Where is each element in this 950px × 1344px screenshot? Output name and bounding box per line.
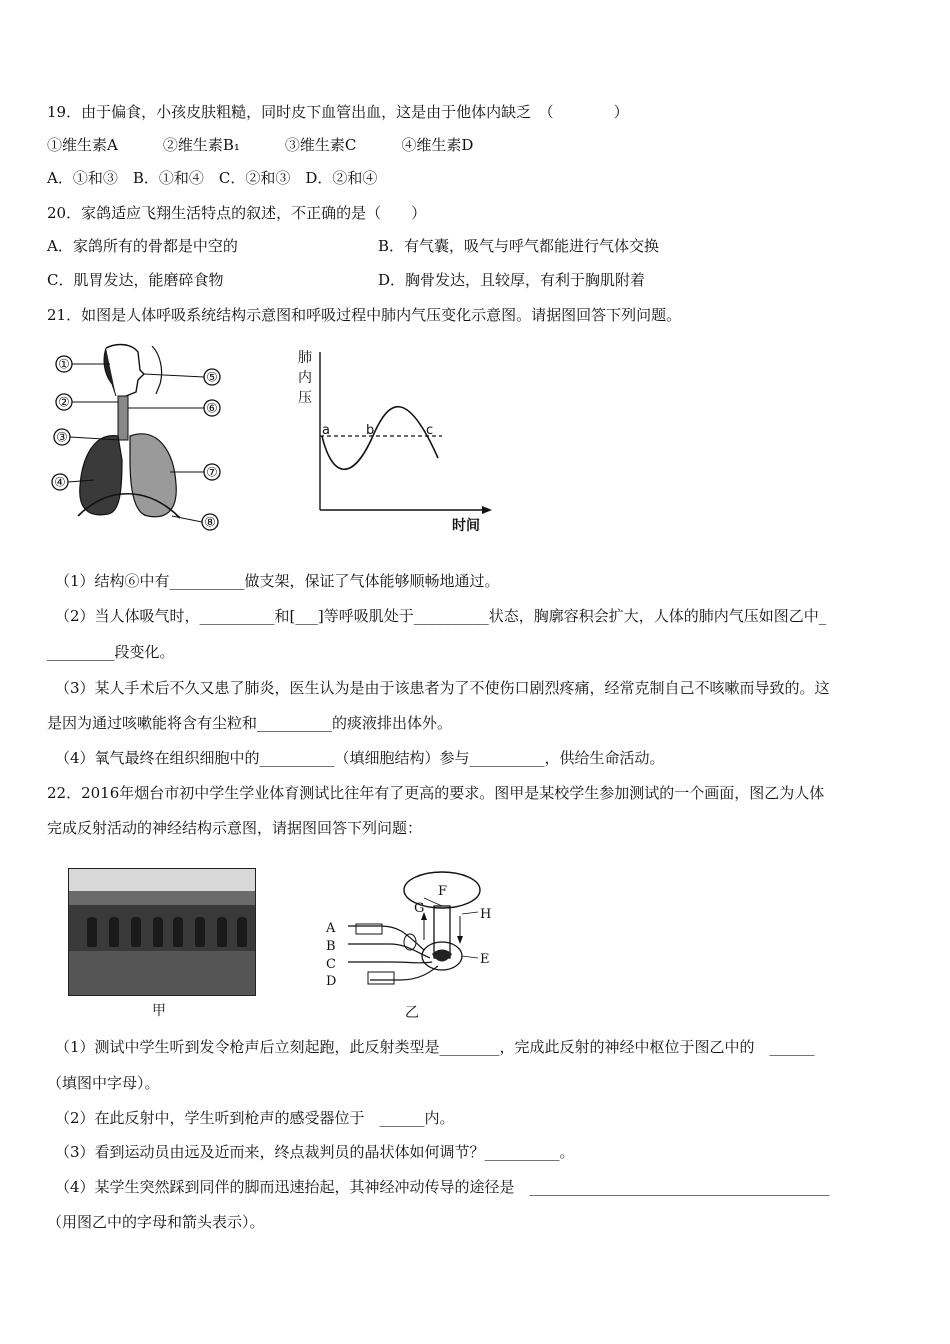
nerve-label-b: B bbox=[326, 939, 336, 954]
q22-stem-line1: 22．2016年烟台市初中学生学业体育测试比往年有了更高的要求。图甲是某校学生参加测试的一个画面，图乙为人体 bbox=[47, 784, 825, 802]
q19-stem: 19．由于偏食，小孩皮肤粗糙，同时皮下血管出血，这是由于他体内缺乏 （ ） bbox=[47, 103, 629, 121]
graph-xlabel: 时间 bbox=[452, 518, 480, 534]
caption-yi: 乙 bbox=[405, 1005, 419, 1021]
nerve-label-d: D bbox=[326, 974, 337, 989]
q22-part1-line2: （填图中字母）。 bbox=[47, 1074, 160, 1092]
point-a: a bbox=[322, 423, 330, 438]
nerve-label-a: A bbox=[326, 921, 336, 936]
reflex-arc-diagram bbox=[320, 868, 510, 996]
q21-part3-line1: （3）某人手术后不久又患了肺炎，医生认为是由于该患者为了不使伤口剧烈疼痛，经常克制自己不咳嗽而导致的。这 bbox=[55, 679, 830, 697]
q21-part2-line1: （2）当人体吸气时，__________和[___]等呼吸肌处于__________状态，胸廓容积会扩大，人体的肺内气压如图乙中_ bbox=[55, 607, 827, 625]
q20-option-c: C．肌胃发达，能磨碎食物 bbox=[47, 271, 224, 289]
q21-part4: （4）氧气最终在组织细胞中的__________（填细胞结构）参与__________，供给生命活动。 bbox=[55, 749, 665, 767]
q20-option-d: D．胸骨发达，且较厚，有利于胸肌附着 bbox=[378, 271, 646, 289]
point-b: b bbox=[366, 423, 375, 438]
q21-part2-line2: _________段变化。 bbox=[47, 643, 175, 661]
q21-stem: 21．如图是人体呼吸系统结构示意图和呼吸过程中肺内气压变化示意图。请据图回答下列问题。 bbox=[47, 306, 682, 324]
q20-option-b: B．有气囊，吸气与呼气都能进行气体交换 bbox=[378, 237, 660, 255]
label-4: ④ bbox=[54, 475, 66, 491]
nerve-label-h: H bbox=[480, 907, 492, 922]
q19-options: A．①和③ B．①和④ C．②和③ D．②和④ bbox=[47, 169, 378, 187]
q22-part3: （3）看到运动员由远及近而来，终点裁判员的晶状体如何调节？__________。 bbox=[55, 1143, 575, 1161]
label-5: ⑤ bbox=[206, 370, 218, 386]
label-7: ⑦ bbox=[206, 465, 218, 481]
graph-ylabel-1: 肺 bbox=[298, 350, 312, 366]
q20-stem: 20．家鸽适应飞翔生活特点的叙述，不正确的是（ ） bbox=[47, 204, 427, 222]
q19-items: ①维生素A ②维生素B₁ ③维生素C ④维生素D bbox=[47, 136, 474, 154]
nerve-label-f: F bbox=[438, 884, 448, 899]
nerve-label-g: G bbox=[414, 901, 425, 916]
label-6: ⑥ bbox=[206, 401, 218, 417]
q22-part4-line1: （4）某学生突然踩到同伴的脚而迅速抬起，其神经冲动传导的途径是 ________________________________________ bbox=[55, 1178, 830, 1196]
point-c: c bbox=[426, 423, 434, 438]
q22-part1-line1: （1）测试中学生听到发令枪声后立刻起跑，此反射类型是________，完成此反射的神经中枢位于图乙中的 ______ bbox=[55, 1038, 815, 1056]
nerve-label-c: C bbox=[326, 957, 336, 972]
respiratory-system-figure bbox=[48, 340, 238, 536]
q22-part2: （2）在此反射中，学生听到枪声的感受器位于 ______内。 bbox=[55, 1109, 455, 1127]
lung-pressure-graph bbox=[292, 342, 502, 536]
q21-part1: （1）结构⑥中有__________做支架，保证了气体能够顺畅地通过。 bbox=[55, 572, 500, 590]
q22-stem-line2: 完成反射活动的神经结构示意图，请据图回答下列问题： bbox=[47, 819, 423, 837]
label-2: ② bbox=[58, 395, 70, 411]
label-8: ⑧ bbox=[204, 515, 216, 531]
nerve-label-e: E bbox=[480, 952, 490, 967]
q21-part3-line2: 是因为通过咳嗽能将含有尘粒和__________的痰液排出体外。 bbox=[47, 714, 453, 732]
graph-ylabel-2: 内 bbox=[298, 370, 312, 386]
running-test-photo bbox=[68, 868, 256, 996]
q20-option-a: A．家鸽所有的骨都是中空的 bbox=[47, 237, 238, 255]
graph-ylabel-3: 压 bbox=[298, 390, 312, 406]
caption-jia: 甲 bbox=[152, 1003, 166, 1019]
label-1: ① bbox=[58, 357, 70, 373]
q22-part4-line2: （用图乙中的字母和箭头表示）。 bbox=[47, 1213, 265, 1231]
label-3: ③ bbox=[56, 430, 68, 446]
